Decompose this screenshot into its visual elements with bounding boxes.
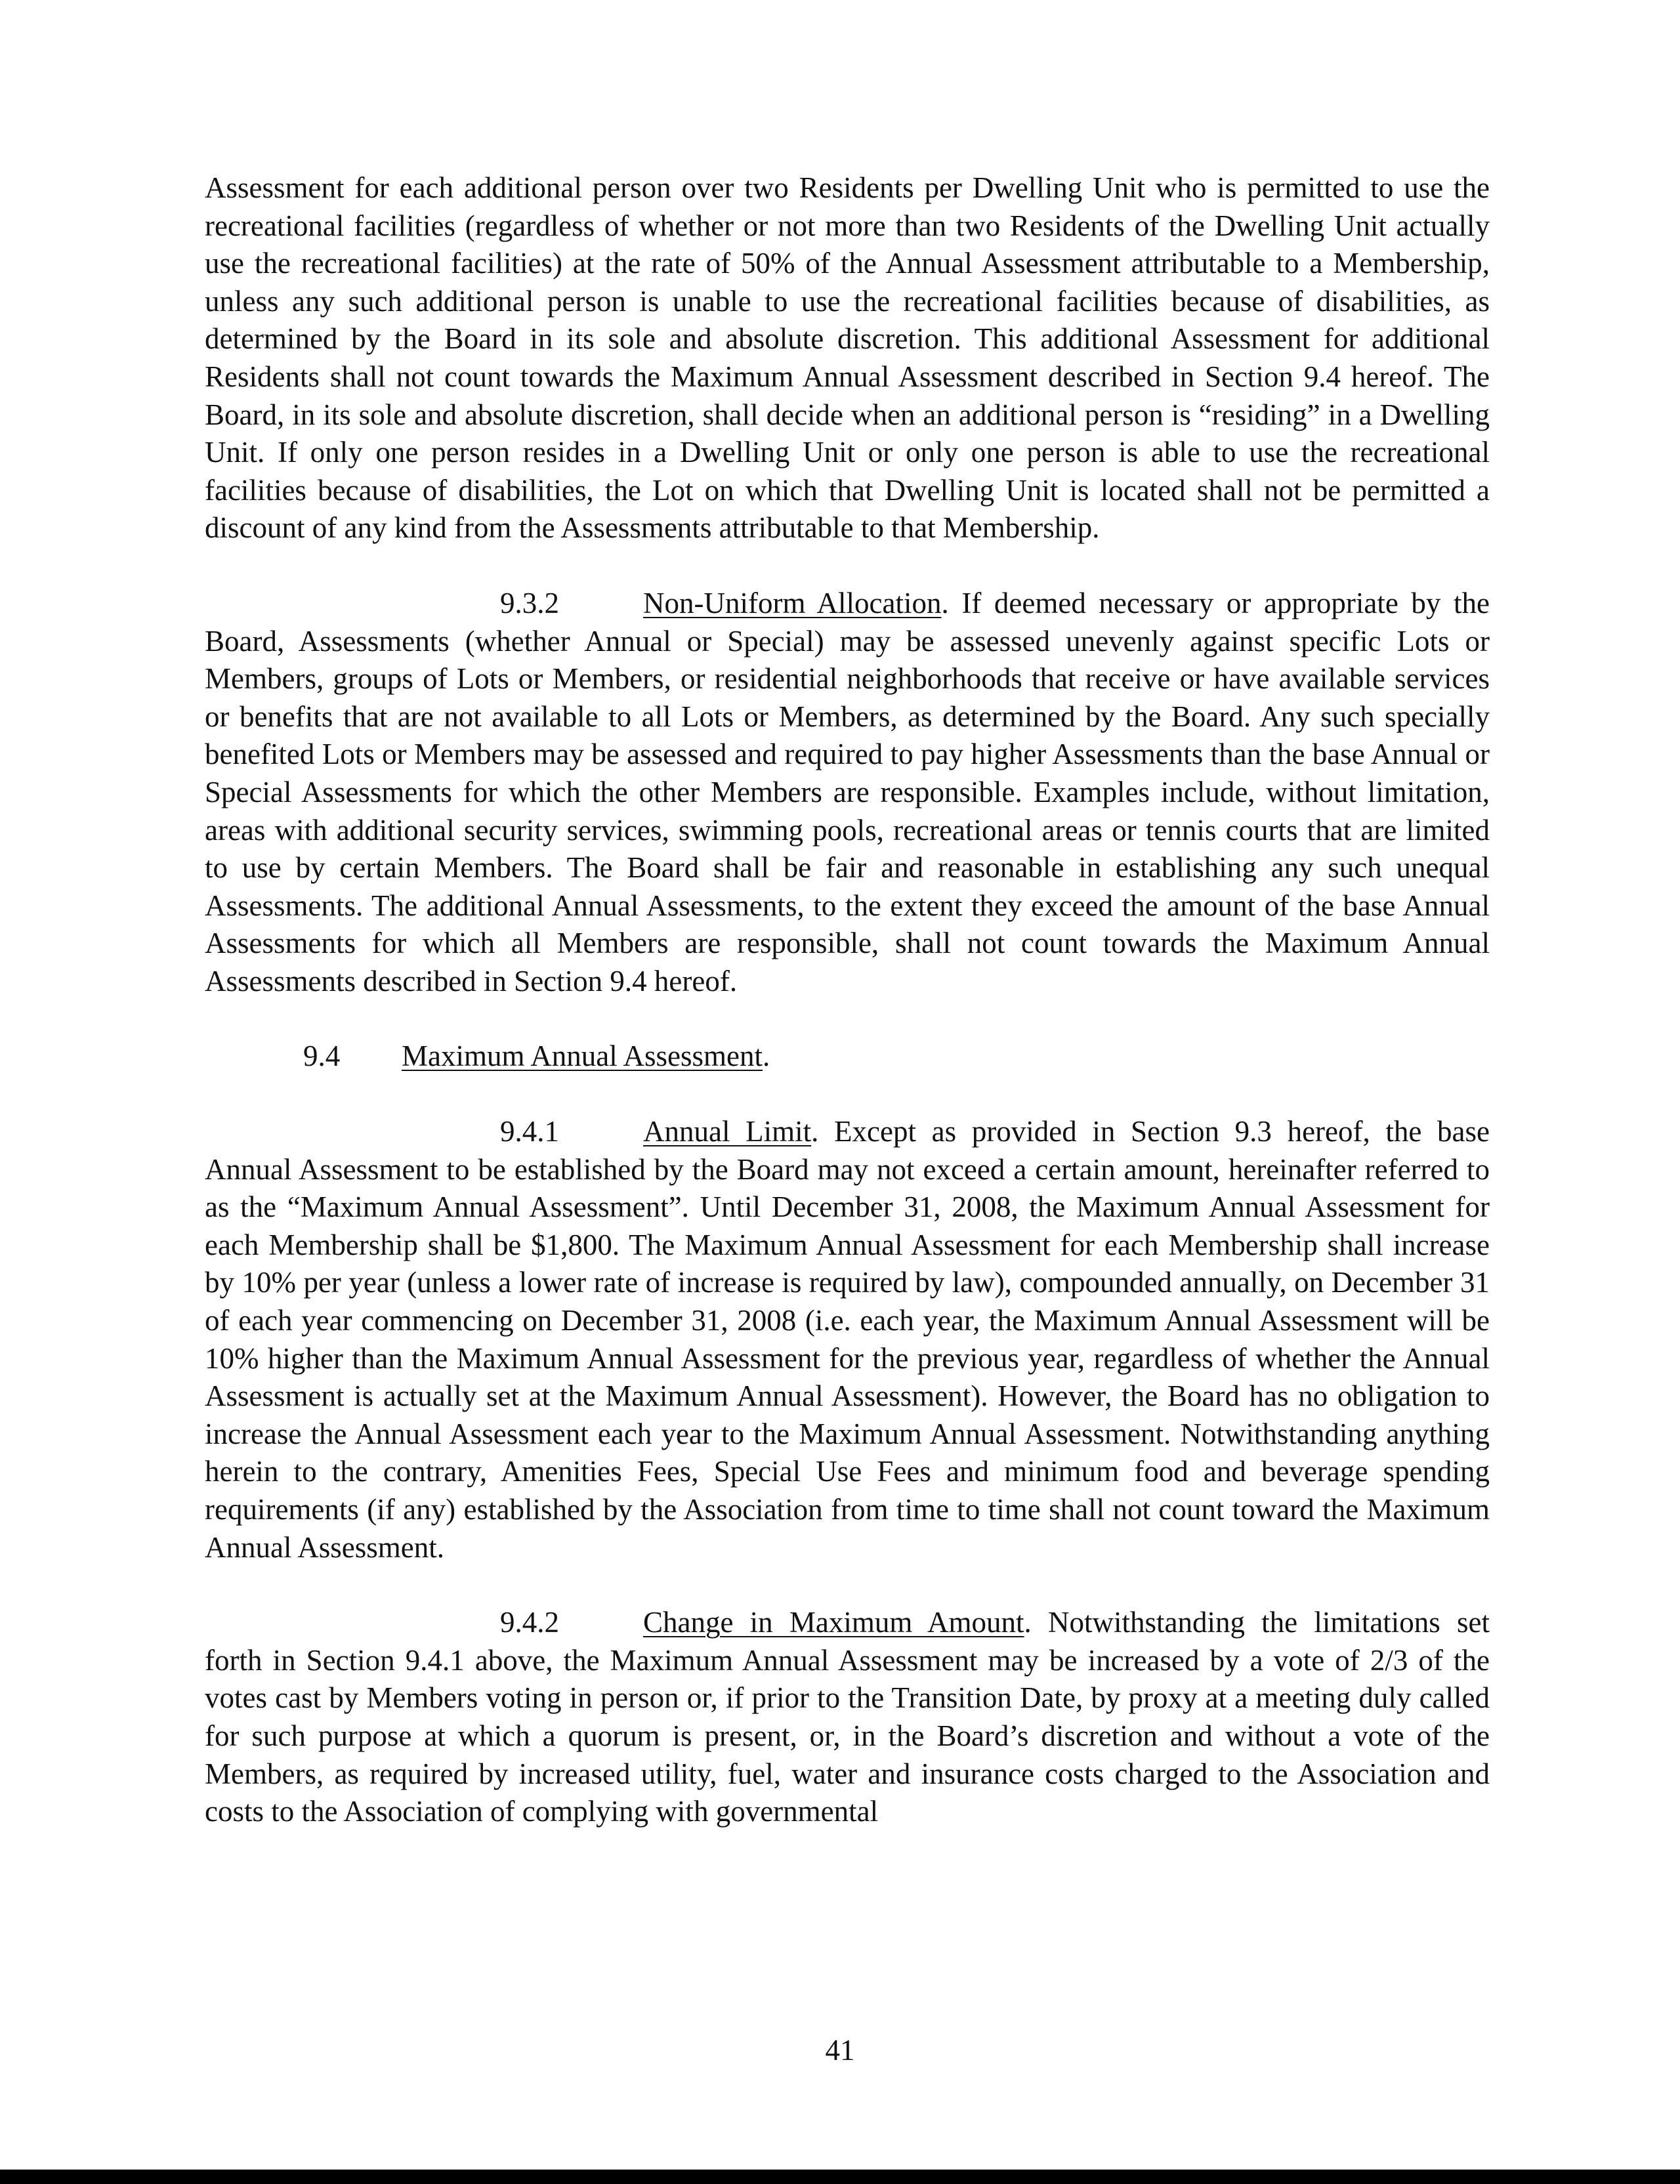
section-title: Non-Uniform Allocation bbox=[643, 586, 942, 620]
paragraph-residents-assessment: Assessment for each additional person over two Residents per Dwelling Unit who is permitted to use the recreational facilities (regardless of whether or not more than two Residents of the Dwelling Unit actually use the recreational facilities) at the rate of 50% of the Annual Assessment attributable to a Membership, unless any such additional person is unable to use the recreational facilities because of disabilities, as determined by the Board in its sole and absolute discretion. This additional Assessment for additional Residents shall not count towards the Maximum Annual Assessment described in Section 9.4 hereof. The Board, in its sole and absolute discretion, shall decide when an additional person is “residing” in a Dwelling Unit. If only one person resides in a Dwelling Unit or only one person is able to use the recreational facilities because of disabilities, the Lot on which that Dwelling Unit is located shall not be permitted a discount of any kind from the Assessments attributable to that Membership. bbox=[205, 171, 1490, 545]
section-title: Change in Maximum Amount bbox=[643, 1606, 1024, 1639]
section-title: Maximum Annual Assessment bbox=[402, 1040, 763, 1073]
section-number: 9.4 bbox=[303, 1040, 341, 1073]
section-9-4-1 bbox=[205, 1113, 1490, 1566]
section-9-4-2 bbox=[205, 1604, 1490, 1831]
document-body bbox=[205, 169, 1490, 1831]
page-number: 41 bbox=[825, 2034, 855, 2067]
section-title-suffix: . bbox=[763, 1040, 770, 1073]
section-9-3-2 bbox=[205, 585, 1490, 1001]
scan-border-bottom bbox=[0, 2170, 1680, 2184]
section-body: . Except as provided in Section 9.3 hereof, the base Annual Assessment to be established by the Board may not exceed a certain amount, hereinafter referred to as the “Maximum Annual Assessment”. Until December 31, 2008, the Maximum Annual Assessment for each Membership shall be $1,800. The Maximum Annual Assessment for each Membership shall increase by 10% per year (unless a lower rate of increase is required by law), compounded annually, on December 31 of each year commencing on December 31, 2008 (i.e. each year, the Maximum Annual Assessment will be 10% higher than the Maximum Annual Assessment for the previous year, regardless of whether the Annual Assessment is actually set at the Maximum Annual Assessment). However, the Board has no obligation to increase the Annual Assessment each year to the Maximum Annual Assessment. Notwithstanding anything herein to the contrary, Amenities Fees, Special Use Fees and minimum food and beverage spending requirements (if any) established by the Association from time to time shall not count toward the Maximum Annual Assessment. bbox=[205, 1115, 1490, 1564]
section-number: 9.4.2 bbox=[500, 1606, 559, 1639]
section-number: 9.4.1 bbox=[500, 1115, 559, 1148]
section-body: . Notwithstanding the limitations set forth in Section 9.4.1 above, the Maximum Annual Assessment may be increased by a vote of 2/3 of the votes cast by Members voting in person or, if prior to the Transition Date, by proxy at a meeting duly called for such purpose at which a quorum is present, or, in the Board’s discretion and without a vote of the Members, as required by increased utility, fuel, water and insurance costs charged to the Association and costs to the Association of complying with governmental bbox=[205, 1606, 1490, 1828]
section-body: . If deemed necessary or appropriate by the Board, Assessments (whether Annual or Special) may be assessed unevenly against specific Lots or Members, groups of Lots or Members, or residential neighborhoods that receive or have available services or benefits that are not available to all Lots or Members, as determined by the Board. Any such specially benefited Lots or Members may be assessed and required to pay higher Assessments than the base Annual or Special Assessments for which the other Members are responsible. Examples include, without limitation, areas with additional security services, swimming pools, recreational areas or tennis courts that are limited to use by certain Members. The Board shall be fair and reasonable in establishing any such unequal Assessments. The additional Annual Assessments, to the extent they exceed the amount of the base Annual Assessments for which all Members are responsible, shall not count towards the Maximum Annual Assessments described in Section 9.4 hereof. bbox=[205, 586, 1490, 998]
section-title: Annual Limit bbox=[643, 1115, 812, 1148]
section-number: 9.3.2 bbox=[500, 586, 559, 620]
section-9-4-heading bbox=[205, 1038, 1490, 1076]
